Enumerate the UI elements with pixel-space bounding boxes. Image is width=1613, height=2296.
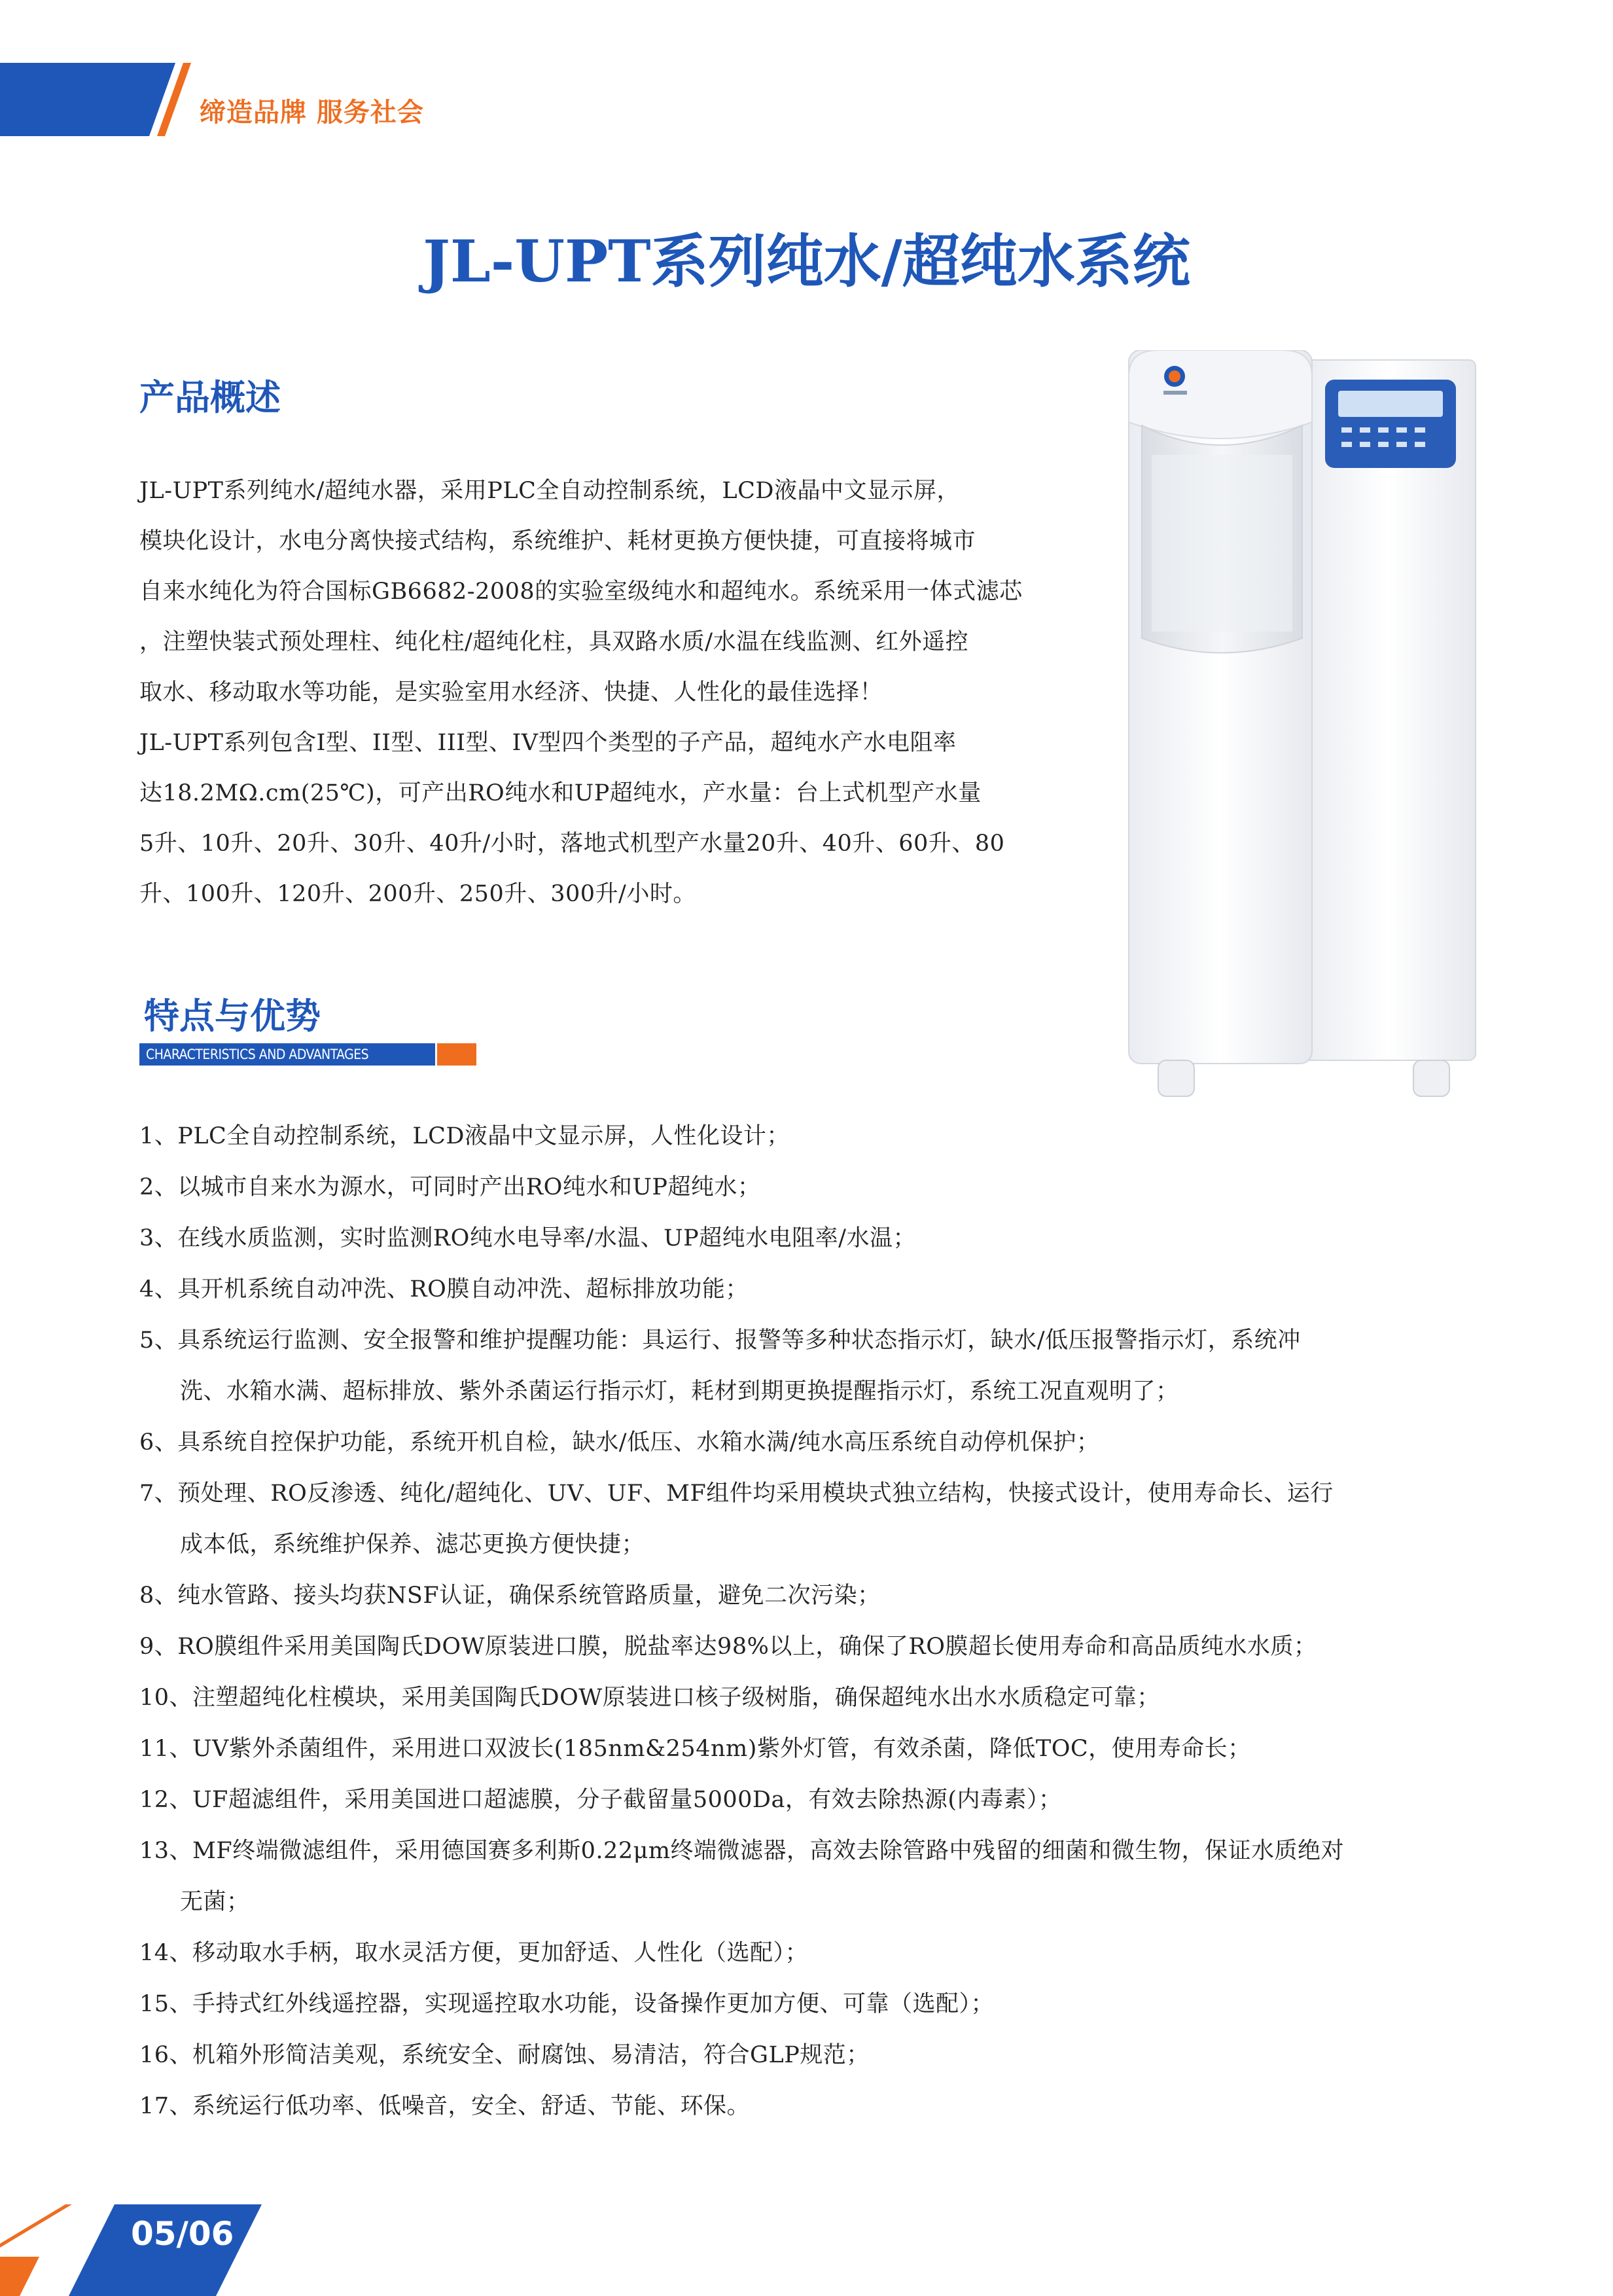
overview-line: ，注塑快装式预处理柱、纯化柱/超纯化柱，具双路水质/水温在线监测、红外遥控: [139, 629, 969, 655]
list-item: 3、在线水质监测，实时监测RO纯水电导率/水温、UP超纯水电阻率/水温；: [139, 1225, 916, 1251]
header-banner: [0, 63, 196, 136]
overview-heading: 产品概述: [139, 377, 281, 418]
list-item: 2、以城市自来水为源水，可同时产出RO纯水和UP超纯水；: [139, 1174, 761, 1200]
list-item: 17、系统运行低功率、低噪音，安全、舒适、节能、环保。: [139, 2093, 751, 2119]
list-item: 8、纯水管路、接头均获NSF认证，确保系统管路质量，避免二次污染；: [139, 1583, 881, 1609]
list-item: 4、具开机系统自动冲洗、RO膜自动冲洗、超标排放功能；: [139, 1276, 749, 1302]
features-subheading: CHARACTERISTICS AND ADVANTAGES: [146, 1047, 369, 1062]
list-item: 9、RO膜组件采用美国陶氏DOW原装进口膜，脱盐率达98%以上，确保了RO膜超长使用寿命和高品质纯水水质；: [139, 1634, 1317, 1660]
list-item: 11、UV紫外杀菌组件，采用进口双波长(185nm&254nm)紫外灯管，有效杀菌，降低TOC，使用寿命长；: [139, 1736, 1251, 1762]
list-item: 14、移动取水手柄，取水灵活方便，更加舒适、人性化（选配）；: [139, 1940, 809, 1966]
product-image: [1112, 350, 1479, 1106]
overview-line: 达18.2MΩ.cm(25℃)，可产出RO纯水和UP超纯水，产水量：台上式机型产水量: [139, 780, 982, 806]
list-item: 洗、水箱水满、超标排放、紫外杀菌运行指示灯，耗材到期更换提醒指示灯，系统工况直观明了；: [180, 1378, 1179, 1405]
list-item: 6、具系统自控保护功能，系统开机自检，缺水/低压、水箱水满/纯水高压系统自动停机保护；: [139, 1429, 1100, 1456]
overview-text: [139, 466, 1055, 920]
list-item: 15、手持式红外线遥控器，实现遥控取水功能，设备操作更加方便、可靠（选配）；: [139, 1991, 995, 2017]
list-item: 12、UF超滤组件，采用美国进口超滤膜，分子截留量5000Da，有效去除热源(内毒素）；: [139, 1787, 1062, 1813]
overview-line: 5升、10升、20升、30升、40升/小时，落地式机型产水量20升、40升、60升、80: [139, 831, 1005, 857]
slogan: 缔造品牌 服务社会: [200, 98, 424, 128]
features-heading: 特点与优势: [144, 996, 321, 1037]
page-number: 05/06: [131, 2215, 234, 2253]
overview-line: 升、100升、120升、200升、250升、300升/小时。: [139, 881, 696, 907]
list-item: 7、预处理、RO反渗透、纯化/超纯化、UV、UF、MF组件均采用模块式独立结构，快接式设计，使用寿命长、运行: [139, 1480, 1334, 1507]
list-item: 成本低，系统维护保养、滤芯更换方便快捷；: [180, 1532, 645, 1558]
overview-line: 取水、移动取水等功能，是实验室用水经济、快捷、人性化的最佳选择！: [139, 679, 883, 706]
list-item: 5、具系统运行监测、安全报警和维护提醒功能：具运行、报警等多种状态指示灯，缺水/低压报警指示灯，系统冲: [139, 1327, 1301, 1354]
list-item: 1、PLC全自动控制系统，LCD液晶中文显示屏，人性化设计；: [139, 1123, 790, 1149]
list-item: 10、注塑超纯化柱模块，采用美国陶氏DOW原装进口核子级树脂，确保超纯水出水水质稳定可靠；: [139, 1685, 1160, 1711]
overview-line: JL-UPT系列包含I型、II型、III型、IV型四个类型的子产品，超纯水产水电阻率: [139, 730, 957, 756]
overview-line: 模块化设计，水电分离快接式结构，系统维护、耗材更换方便快捷，可直接将城市: [139, 528, 976, 554]
page-title: JL-UPT系列纯水/超纯水系统: [423, 227, 1190, 295]
features-list: [139, 1111, 1514, 2132]
overview-line: JL-UPT系列纯水/超纯水器，采用PLC全自动控制系统，LCD液晶中文显示屏，: [139, 478, 960, 504]
features-subheading-bar: [139, 1043, 476, 1066]
header-stripe-graphic: [0, 63, 196, 136]
list-item: 16、机箱外形简洁美观，系统安全、耐腐蚀、易清洁，符合GLP规范；: [139, 2042, 870, 2068]
overview-line: 自来水纯化为符合国标GB6682-2008的实验室级纯水和超纯水。系统采用一体式滤芯: [139, 579, 1023, 605]
list-item: 无菌；: [180, 1889, 250, 1915]
list-item: 13、MF终端微滤组件，采用德国赛多利斯0.22μm终端微滤器，高效去除管路中残留的细菌和微生物，保证水质绝对: [139, 1838, 1345, 1864]
